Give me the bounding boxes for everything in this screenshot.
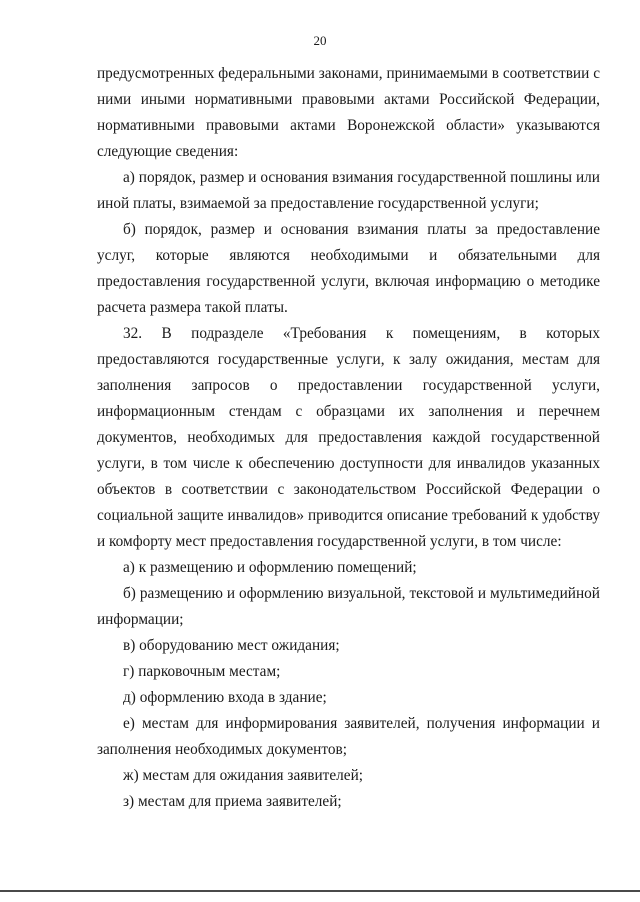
paragraph-intro-continuation: предусмотренных федеральными законами, принимаемыми в соответствии с ними иными нормативными правовыми актами Российской Федерации, нормативными правовыми актами Воронежской области» указываются следующие сведения: [97, 65, 600, 160]
list-item-b: б) размещению и оформлению визуальной, текстовой и мультимедийной информации; [97, 585, 600, 628]
list-item-d: д) оформлению входа в здание; [123, 689, 327, 706]
page-number: 20 [313, 33, 327, 48]
paragraph-item-b-fees: б) порядок, размер и основания взимания платы за предоставление услуг, которые являются необходимыми и обязательными для предоставления государственной услуги, включая информацию о методике расчета размера такой платы. [97, 221, 600, 316]
list-item-a: а) к размещению и оформлению помещений; [123, 559, 417, 576]
list-item-e: е) местам для информирования заявителей, получения информации и заполнения необходимых документов; [97, 715, 600, 758]
list-item-g: г) парковочным местам; [123, 663, 281, 680]
paragraph-32-premises-requirements: 32. В подразделе «Требования к помещениям, в которых предоставляются государственные услуги, к залу ожидания, местам для заполнения запросов о предоставлении государственной услуги, информационным стендам с образцами их заполнения и перечнем документов, необходимых для предоставления каждой государственной услуги, в том числе к обеспечению доступности для инвалидов указанных объектов в соответствии с законодательством Российской Федерации о социальной защите инвалидов» приводится описание требований к удобству и комфорту мест предоставления государственной услуги, в том числе: [97, 325, 600, 550]
document-body [97, 61, 600, 815]
bottom-scan-edge-line [0, 890, 640, 892]
paragraph-item-a-fees: а) порядок, размер и основания взимания государственной пошлины или иной платы, взимаемой за предоставление государственной услуги; [97, 169, 600, 212]
list-item-zh: ж) местам для ожидания заявителей; [123, 767, 364, 784]
list-item-v: в) оборудованию мест ожидания; [123, 637, 340, 654]
list-item-z: з) местам для приема заявителей; [123, 793, 342, 810]
